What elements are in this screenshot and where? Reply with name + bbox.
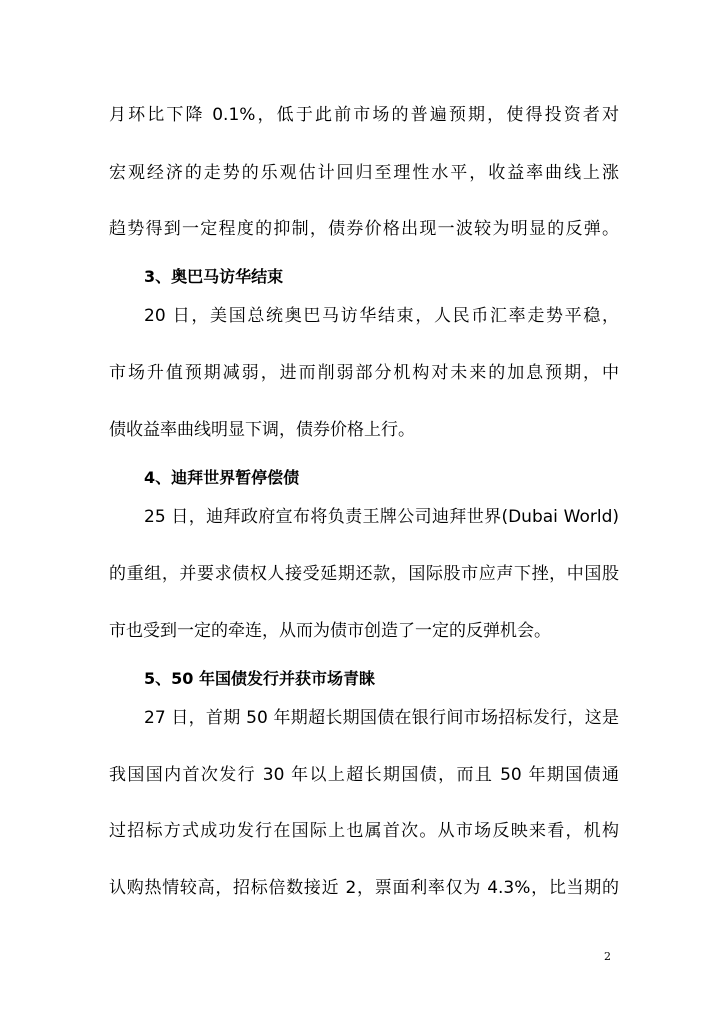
paragraph-line: 宏观经济的走势的乐观估计回归至理性水平，收益率曲线上涨 bbox=[109, 163, 619, 183]
paragraph-line: 的重组，并要求债权人接受延期还款，国际股市应声下挫，中国股 bbox=[109, 564, 619, 584]
section-heading-4: 4、迪拜世界暂停偿债 bbox=[144, 468, 300, 487]
paragraph-line: 认购热情较高，招标倍数接近 2，票面利率仅为 4.3%，比当期的 bbox=[109, 878, 619, 898]
paragraph-line: 趋势得到一定程度的抑制，债券价格出现一波较为明显的反弹。 bbox=[109, 219, 619, 239]
paragraph-line: 20 日，美国总统奥巴马访华结束，人民币汇率走势平稳， bbox=[144, 306, 619, 326]
paragraph-line: 我国国内首次发行 30 年以上超长期国债，而且 50 年期国债通 bbox=[109, 765, 619, 785]
paragraph-line: 月环比下降 0.1%，低于此前市场的普遍预期，使得投资者对 bbox=[109, 105, 619, 125]
paragraph-line: 过招标方式成功发行在国际上也属首次。从市场反映来看，机构 bbox=[109, 821, 619, 841]
paragraph-line: 27 日，首期 50 年期超长期国债在银行间市场招标发行，这是 bbox=[144, 708, 619, 728]
section-heading-3: 3、奥巴马访华结束 bbox=[144, 267, 284, 286]
paragraph-line: 25 日，迪拜政府宣布将负责王牌公司迪拜世界(Dubai World) bbox=[144, 507, 619, 527]
paragraph-line: 市也受到一定的牵连，从而为债市创造了一定的反弹机会。 bbox=[109, 621, 551, 641]
paragraph-line: 市场升值预期减弱，进而削弱部分机构对未来的加息预期，中 bbox=[109, 363, 619, 383]
section-heading-5: 5、50 年国债发行并获市场青睐 bbox=[144, 669, 375, 688]
page-number: 2 bbox=[604, 950, 611, 963]
paragraph-line: 债收益率曲线明显下调，债券价格上行。 bbox=[109, 420, 415, 440]
